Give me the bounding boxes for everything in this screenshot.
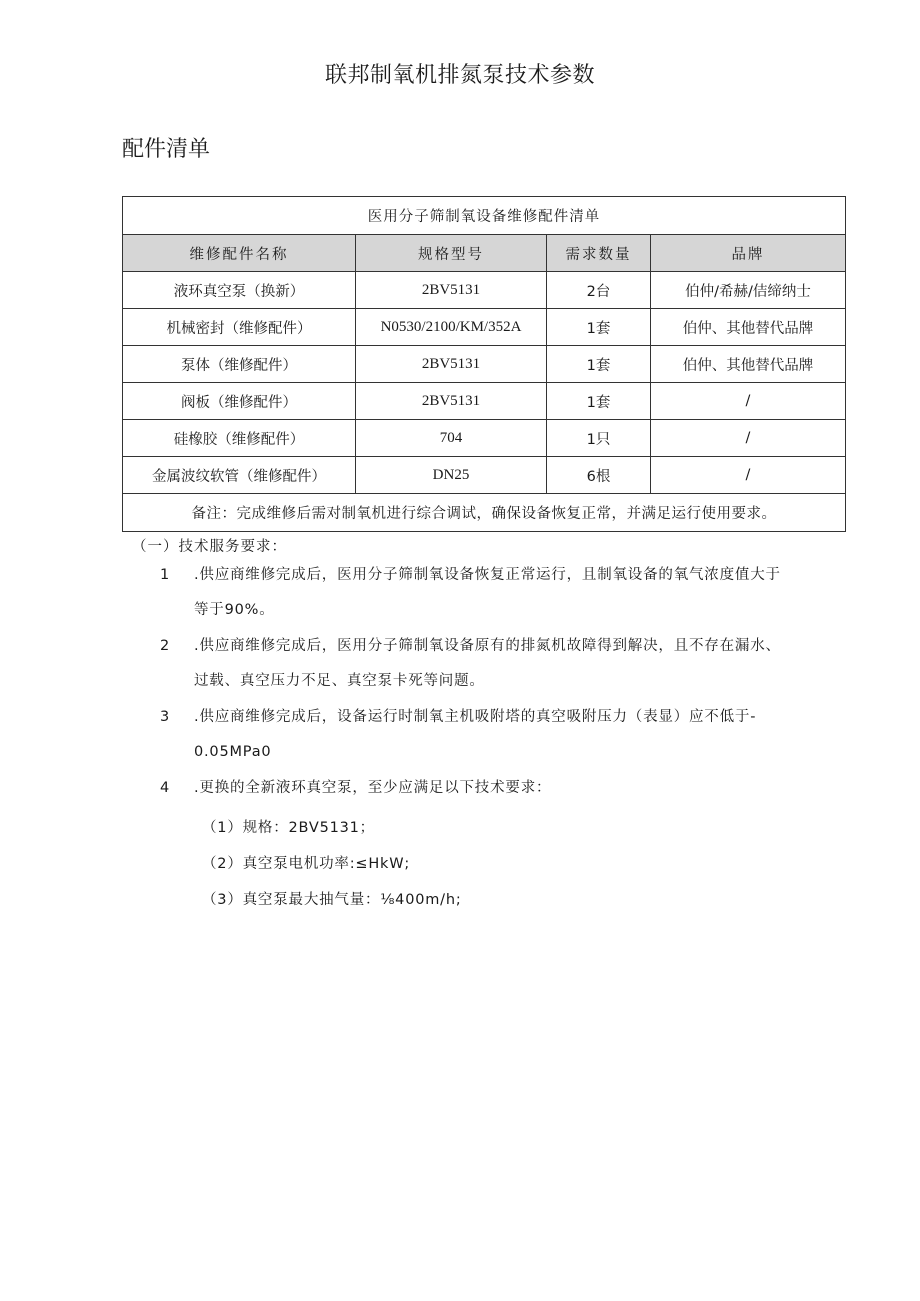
table-row <box>123 346 846 383</box>
quantity-cell: 1套 <box>547 383 651 420</box>
table-row <box>123 457 846 494</box>
requirement-text-continued: 等于90%。 <box>194 602 275 618</box>
quantity-cell: 1只 <box>547 420 651 457</box>
table-row <box>123 420 846 457</box>
part-name-cell: 泵体（维修配件） <box>123 346 356 383</box>
sub-requirement-1: （1）规格：2BV5131； <box>202 820 375 836</box>
brand-cell: / <box>651 383 846 420</box>
table-header-row <box>123 235 846 272</box>
column-header: 品牌 <box>651 235 846 272</box>
brand-cell: / <box>651 420 846 457</box>
requirements-heading: （一）技术服务要求： <box>132 539 287 555</box>
requirement-text: .供应商维修完成后，医用分子筛制氧设备恢复正常运行，且制氧设备的氧气浓度值大于 <box>194 567 781 583</box>
quantity-cell: 1套 <box>547 346 651 383</box>
table-note: 备注：完成维修后需对制氧机进行综合调试，确保设备恢复正常，并满足运行使用要求。 <box>123 494 846 532</box>
part-name-cell: 金属波纹软管（维修配件） <box>123 457 356 494</box>
quantity-cell: 2台 <box>547 272 651 309</box>
requirement-text: .供应商维修完成后，医用分子筛制氧设备原有的排氮机故障得到解决，且不存在漏水、 <box>194 638 781 654</box>
requirement-item-3 <box>160 700 850 770</box>
model-cell: N0530/2100/KM/352A <box>356 309 547 346</box>
quantity-cell: 6根 <box>547 457 651 494</box>
requirement-text: .更换的全新液环真空泵，至少应满足以下技术要求： <box>194 780 552 796</box>
part-name-cell: 液环真空泵（换新） <box>123 272 356 309</box>
table-row <box>123 272 846 309</box>
model-cell: 2BV5131 <box>356 272 547 309</box>
brand-cell: 伯仲、其他替代品牌 <box>651 309 846 346</box>
table-row <box>123 309 846 346</box>
section-heading: 配件清单 <box>122 137 211 162</box>
column-header: 规格型号 <box>356 235 547 272</box>
model-cell: DN25 <box>356 457 547 494</box>
requirement-text-continued: 0.05MPa0 <box>194 744 272 760</box>
sub-requirement-2: （2）真空泵电机功率:≤HkW; <box>202 856 411 872</box>
part-name-cell: 硅橡胶（维修配件） <box>123 420 356 457</box>
sub-requirement-3: （3）真空泵最大抽气量：⅛400m∕h; <box>202 892 462 908</box>
brand-cell: 伯仲/希赫/佶缔纳士 <box>651 272 846 309</box>
model-cell: 2BV5131 <box>356 346 547 383</box>
column-header: 维修配件名称 <box>123 235 356 272</box>
model-cell: 2BV5131 <box>356 383 547 420</box>
document-title: 联邦制氧机排氮泵技术参数 <box>324 63 595 88</box>
brand-cell: / <box>651 457 846 494</box>
parts-table <box>122 196 846 532</box>
brand-cell: 伯仲、其他替代品牌 <box>651 346 846 383</box>
column-header: 需求数量 <box>547 235 651 272</box>
requirement-text-continued: 过载、真空压力不足、真空泵卡死等问题。 <box>194 673 485 689</box>
requirement-number: 3 <box>160 709 171 725</box>
requirement-item-1 <box>160 558 850 628</box>
part-name-cell: 阀板（维修配件） <box>123 383 356 420</box>
requirement-text: .供应商维修完成后，设备运行时制氧主机吸附塔的真空吸附压力（表显）应不低于- <box>194 709 757 725</box>
requirement-number: 4 <box>160 780 171 796</box>
requirement-item-4 <box>160 771 850 806</box>
requirement-number: 1 <box>160 567 171 583</box>
model-cell: 704 <box>356 420 547 457</box>
table-row <box>123 383 846 420</box>
part-name-cell: 机械密封（维修配件） <box>123 309 356 346</box>
quantity-cell: 1套 <box>547 309 651 346</box>
requirement-number: 2 <box>160 638 171 654</box>
requirement-item-2 <box>160 629 850 699</box>
table-caption: 医用分子筛制氧设备维修配件清单 <box>123 197 846 235</box>
